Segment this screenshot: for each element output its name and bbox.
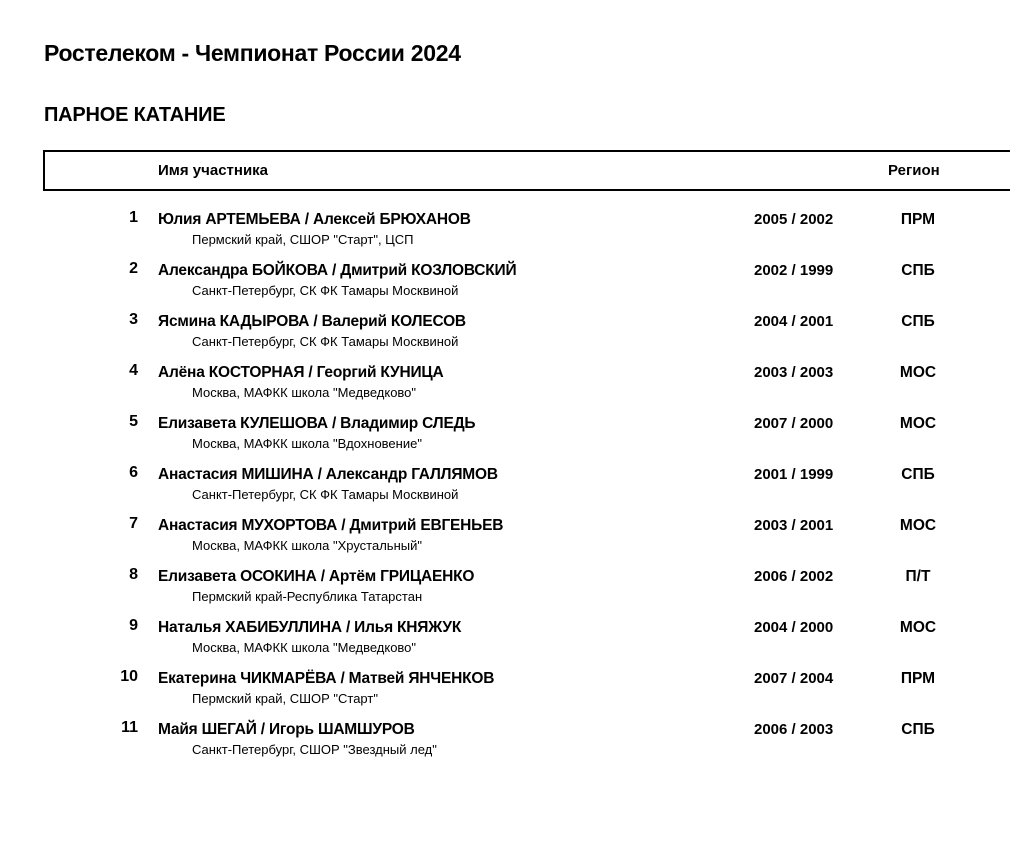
table-row <box>0 615 1010 666</box>
pair-names: Анастасия МИШИНА / Александр ГАЛЛЯМОВ <box>158 466 498 483</box>
participants-list <box>0 207 1010 768</box>
region-code: СПБ <box>901 313 935 330</box>
region-code: МОС <box>899 619 937 636</box>
region-code: ПРМ <box>900 211 936 228</box>
club-info: Санкт-Петербург, СШОР "Звездный лед" <box>192 742 437 757</box>
region-code: СПБ <box>901 466 935 483</box>
region-code: СПБ <box>901 262 935 279</box>
club-info: Москва, МАФКК школа "Хрустальный" <box>192 538 422 553</box>
row-number: 6 <box>129 464 138 481</box>
row-number: 9 <box>129 617 138 634</box>
table-row <box>0 411 1010 462</box>
region-code: МОС <box>899 364 937 381</box>
table-row <box>0 360 1010 411</box>
birth-years: 2006 / 2002 <box>754 568 834 585</box>
table-row <box>0 258 1010 309</box>
birth-years: 2001 / 1999 <box>754 466 834 483</box>
row-number: 3 <box>129 311 138 328</box>
row-number: 4 <box>129 362 138 379</box>
birth-years: 2003 / 2003 <box>754 364 834 381</box>
pair-names: Алёна КОСТОРНАЯ / Георгий КУНИЦА <box>158 364 444 381</box>
table-row <box>0 717 1010 768</box>
club-info: Пермский край-Республика Татарстан <box>192 589 423 604</box>
event-title: ПАРНОЕ КАТАНИЕ <box>44 104 226 126</box>
table-row <box>0 462 1010 513</box>
header-participant-name: Имя участника <box>158 162 269 179</box>
table-row <box>0 207 1010 258</box>
birth-years: 2007 / 2004 <box>754 670 834 687</box>
club-info: Санкт-Петербург, СК ФК Тамары Москвиной <box>192 334 459 349</box>
pair-names: Елизавета КУЛЕШОВА / Владимир СЛЕДЬ <box>158 415 476 432</box>
row-number: 11 <box>121 719 138 736</box>
row-number: 8 <box>129 566 138 583</box>
club-info: Москва, МАФКК школа "Вдохновение" <box>192 436 422 451</box>
region-code: МОС <box>899 415 937 432</box>
club-info: Санкт-Петербург, СК ФК Тамары Москвиной <box>192 487 459 502</box>
table-row <box>0 564 1010 615</box>
club-info: Москва, МАФКК школа "Медведково" <box>192 640 417 655</box>
header-region: Регион <box>888 162 940 179</box>
birth-years: 2007 / 2000 <box>754 415 834 432</box>
pair-names: Александра БОЙКОВА / Дмитрий КОЗЛОВСКИЙ <box>158 262 517 279</box>
table-row <box>0 666 1010 717</box>
row-number: 7 <box>129 515 138 532</box>
club-info: Санкт-Петербург, СК ФК Тамары Москвиной <box>192 283 459 298</box>
table-row <box>0 309 1010 360</box>
region-code: ПРМ <box>900 670 936 687</box>
region-code: СПБ <box>901 721 935 738</box>
birth-years: 2005 / 2002 <box>754 211 834 228</box>
region-code: П/Т <box>905 568 931 585</box>
birth-years: 2004 / 2000 <box>754 619 834 636</box>
row-number: 1 <box>129 209 138 226</box>
row-number: 5 <box>129 413 138 430</box>
pair-names: Майя ШЕГАЙ / Игорь ШАМШУРОВ <box>158 721 415 738</box>
pair-names: Елизавета ОСОКИНА / Артём ГРИЦАЕНКО <box>158 568 475 585</box>
club-info: Пермский край, СШОР "Старт", ЦСП <box>192 232 414 247</box>
pair-names: Наталья ХАБИБУЛЛИНА / Илья КНЯЖУК <box>158 619 462 636</box>
row-number: 10 <box>120 668 138 685</box>
region-code: МОС <box>899 517 937 534</box>
club-info: Пермский край, СШОР "Старт" <box>192 691 378 706</box>
row-number: 2 <box>129 260 138 277</box>
birth-years: 2006 / 2003 <box>754 721 834 738</box>
table-row <box>0 513 1010 564</box>
pair-names: Юлия АРТЕМЬЕВА / Алексей БРЮХАНОВ <box>158 211 471 228</box>
pair-names: Ясмина КАДЫРОВА / Валерий КОЛЕСОВ <box>158 313 466 330</box>
birth-years: 2002 / 1999 <box>754 262 834 279</box>
pair-names: Анастасия МУХОРТОВА / Дмитрий ЕВГЕНЬЕВ <box>158 517 504 534</box>
club-info: Москва, МАФКК школа "Медведково" <box>192 385 417 400</box>
pair-names: Екатерина ЧИКМАРЁВА / Матвей ЯНЧЕНКОВ <box>158 670 495 687</box>
birth-years: 2004 / 2001 <box>754 313 834 330</box>
page-title: Ростелеком - Чемпионат России 2024 <box>44 40 461 66</box>
birth-years: 2003 / 2001 <box>754 517 834 534</box>
